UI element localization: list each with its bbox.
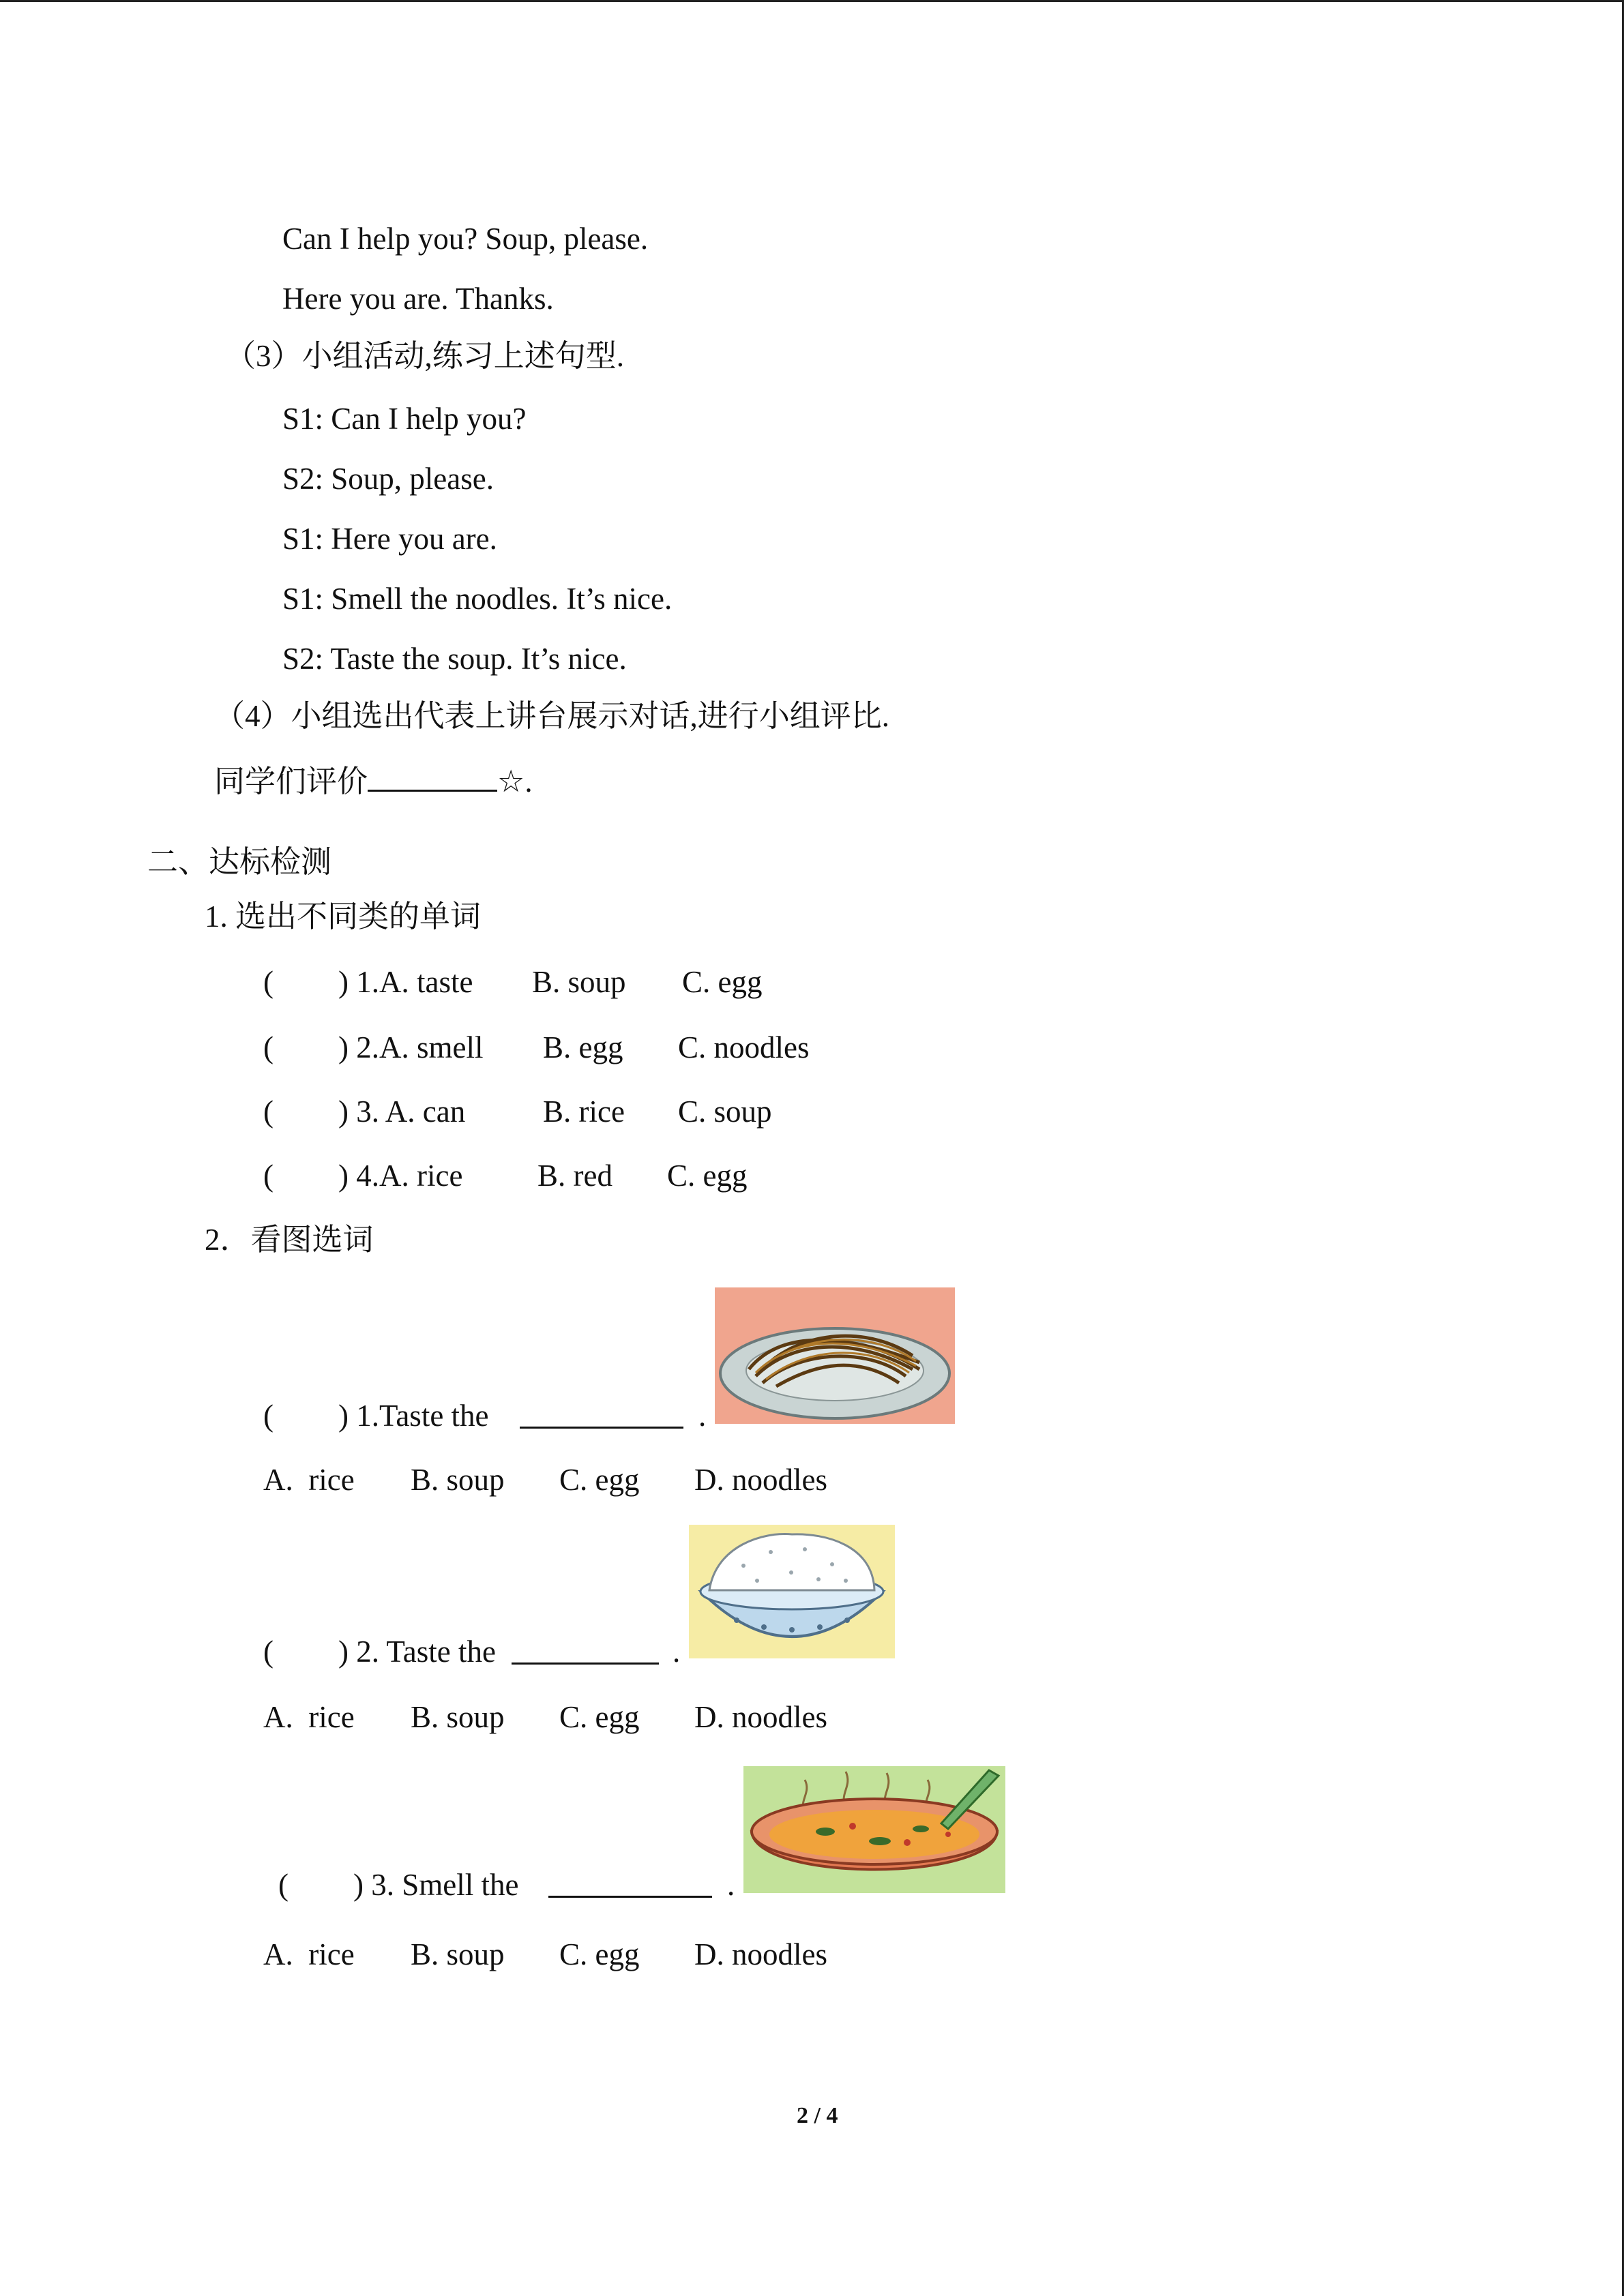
pic-q3-choice-c: C. egg: [559, 1937, 640, 1971]
pic-q3-text: ) 3. Smell the: [353, 1868, 519, 1902]
step3-title: （3）小组活动,练习上述句型.: [225, 339, 625, 373]
pic-q1-end: .: [698, 1399, 707, 1433]
pic-q1-answer-blank[interactable]: [520, 1403, 683, 1429]
pic-q1-text: ) 1.Taste the: [338, 1399, 489, 1433]
q4-open-paren: (: [263, 1159, 274, 1193]
pic-q3-answer-blank[interactable]: [548, 1873, 712, 1898]
noodles-plate-icon: [715, 1287, 955, 1424]
pic-q3-choice-b: B. soup: [411, 1937, 505, 1971]
peer-evaluation-line: [214, 766, 533, 797]
pic-q1-choice-c: C. egg: [559, 1463, 640, 1497]
step4-title: （4）小组选出代表上讲台展示对话,进行小组评比.: [214, 699, 890, 733]
step3-line-2: S2: Soup, please.: [282, 462, 494, 496]
pic-q1-open-paren: (: [263, 1399, 274, 1433]
q3-option-b: B. rice: [543, 1094, 625, 1129]
step3-line-4: S1: Smell the noodles. It’s nice.: [282, 582, 673, 616]
pic-q3-choice-a: A. rice: [263, 1937, 355, 1971]
pic-q2-answer-blank[interactable]: [512, 1639, 659, 1665]
evaluation-suffix: ☆.: [497, 764, 533, 799]
pic-q2-choice-b: B. soup: [411, 1700, 505, 1734]
pic-q2-choice-d: D. noodles: [694, 1700, 827, 1734]
pic-q2-choice-a: A. rice: [263, 1700, 355, 1734]
q1-option-c: C. egg: [682, 965, 763, 999]
q1-option-a: ) 1.A. taste: [338, 965, 473, 999]
q1-option-b: B. soup: [532, 965, 626, 999]
q2-option-a: ) 2.A. smell: [338, 1030, 484, 1064]
page-number: 2 / 4: [797, 2103, 838, 2128]
pic-q1-choice-d: D. noodles: [694, 1463, 827, 1497]
rice-bowl-icon: [689, 1525, 895, 1658]
pic-q1-choice-a: A. rice: [263, 1463, 355, 1497]
section-title: 二、达标检测: [147, 845, 332, 879]
pic-q3-end: .: [727, 1868, 735, 1902]
q3-option-c: C. soup: [678, 1094, 772, 1129]
rice-bowl-image: [689, 1525, 895, 1658]
pic-q1-choice-b: B. soup: [411, 1463, 505, 1497]
pic-q3-open-paren: (: [278, 1868, 289, 1902]
step3-line-5: S2: Taste the soup. It’s nice.: [282, 642, 627, 676]
q2-option-c: C. noodles: [678, 1030, 810, 1064]
q1-open-paren: (: [263, 965, 274, 999]
part1-title: 1. 选出不同类的单词: [205, 899, 482, 934]
step3-line-1: S1: Can I help you?: [282, 402, 527, 436]
soup-bowl-image: [743, 1766, 1005, 1893]
q3-open-paren: (: [263, 1094, 274, 1129]
q2-option-b: B. egg: [543, 1030, 623, 1064]
evaluation-prefix: 同学们评价: [214, 764, 368, 799]
q2-open-paren: (: [263, 1030, 274, 1064]
step3-line-3: S1: Here you are.: [282, 522, 497, 556]
page-top-border: [0, 0, 1624, 2]
q4-option-b: B. red: [537, 1159, 612, 1193]
evaluation-blank[interactable]: [368, 766, 497, 792]
part2-title: 2．看图选词: [205, 1223, 374, 1257]
q3-option-a: ) 3. A. can: [338, 1094, 466, 1129]
pic-q2-text: ) 2. Taste the: [338, 1635, 496, 1669]
pic-q3-choice-d: D. noodles: [694, 1937, 827, 1971]
pic-q2-choice-c: C. egg: [559, 1700, 640, 1734]
noodles-plate-image: [715, 1287, 955, 1424]
dialogue-line-1: Can I help you? Soup, please.: [282, 222, 649, 256]
soup-bowl-icon: [743, 1766, 1005, 1893]
dialogue-line-2: Here you are. Thanks.: [282, 282, 554, 316]
q4-option-a: ) 4.A. rice: [338, 1159, 463, 1193]
pic-q2-open-paren: (: [263, 1635, 274, 1669]
q4-option-c: C. egg: [667, 1159, 748, 1193]
pic-q2-end: .: [673, 1635, 681, 1669]
